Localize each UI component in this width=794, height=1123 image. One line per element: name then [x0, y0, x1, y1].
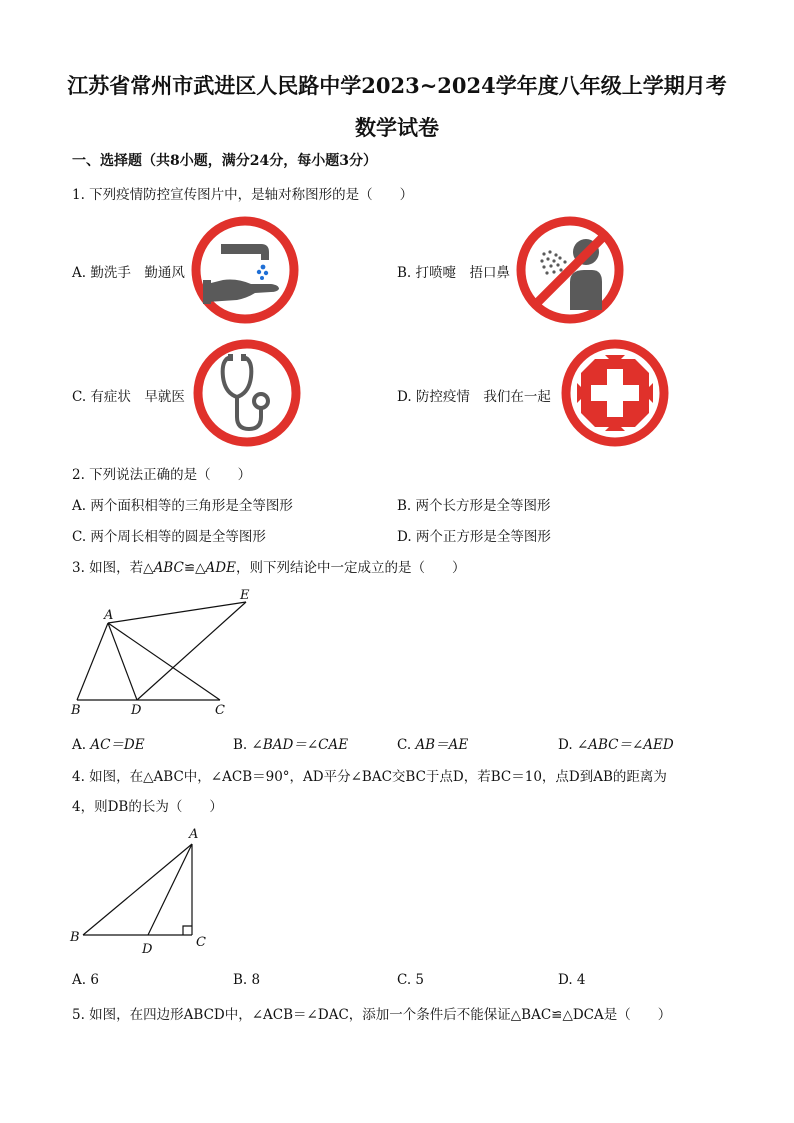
q2-option-a: A. 两个面积相等的三角形是全等图形 [72, 498, 293, 514]
hand-washing-icon [189, 214, 301, 326]
question-1-stem: 1. 下列疫情防控宣传图片中，是轴对称图形的是（ ） [72, 187, 414, 203]
q4-point-a: A [189, 827, 199, 842]
q4-point-c: C [196, 935, 206, 950]
q4-option-a: A. 6 [72, 972, 99, 988]
q4-option-b: B. 8 [233, 972, 261, 988]
q2-option-d: D. 两个正方形是全等图形 [397, 529, 551, 545]
q3-point-e: E [240, 588, 250, 603]
q4-point-d: D [142, 942, 153, 957]
q3-point-a: A [104, 608, 114, 623]
paper-subtitle: 数学试卷 [355, 115, 439, 140]
medical-cross-icon [559, 337, 671, 449]
q4-figure [66, 822, 216, 962]
q3-figure [60, 585, 260, 720]
stethoscope-icon [191, 337, 303, 449]
q2-option-c: C. 两个周长相等的圆是全等图形 [72, 529, 266, 545]
no-sneeze-icon [514, 214, 626, 326]
q3-option-c: C. AB＝AE [397, 737, 469, 753]
q3-point-c: C [215, 703, 225, 718]
section-heading: 一、选择题（共8小题，满分24分，每小题3分） [72, 153, 377, 169]
q1-option-d: D. 防控疫情 我们在一起 [397, 389, 551, 405]
paper-title: 江苏省常州市武进区人民路中学2023~2024学年度八年级上学期月考 [67, 73, 727, 98]
question-4-stem-line2: 4，则DB的长为（ ） [72, 799, 223, 815]
q3-point-b: B [71, 703, 81, 718]
q4-option-c: C. 5 [397, 972, 425, 988]
question-2-stem: 2. 下列说法正确的是（ ） [72, 467, 252, 483]
question-4-stem-line1: 4. 如图，在△ABC中，∠ACB＝90°，AD平分∠BAC交BC于点D，若BC＝10，点D到AB的距离为 [72, 769, 667, 785]
q1-option-a: A. 勤洗手 勤通风 [72, 265, 185, 281]
q3-option-d: D. ∠ABC＝∠AED [558, 737, 674, 753]
q3-option-b: B. ∠BAD＝∠CAE [233, 737, 349, 753]
question-3-stem: 3. 如图，若△ABC≌△ADE，则下列结论中一定成立的是（ ） [72, 560, 466, 576]
q4-option-d: D. 4 [558, 972, 586, 988]
q3-point-d: D [131, 703, 142, 718]
q4-point-b: B [70, 930, 80, 945]
q1-option-b: B. 打喷嚏 捂口鼻 [397, 265, 511, 281]
q1-option-c: C. 有症状 早就医 [72, 389, 185, 405]
question-5-stem: 5. 如图，在四边形ABCD中，∠ACB＝∠DAC，添加一个条件后不能保证△BAC≌△DCA是（ ） [72, 1007, 672, 1023]
q3-option-a: A. AC＝DE [72, 737, 145, 753]
q2-option-b: B. 两个长方形是全等图形 [397, 498, 551, 514]
